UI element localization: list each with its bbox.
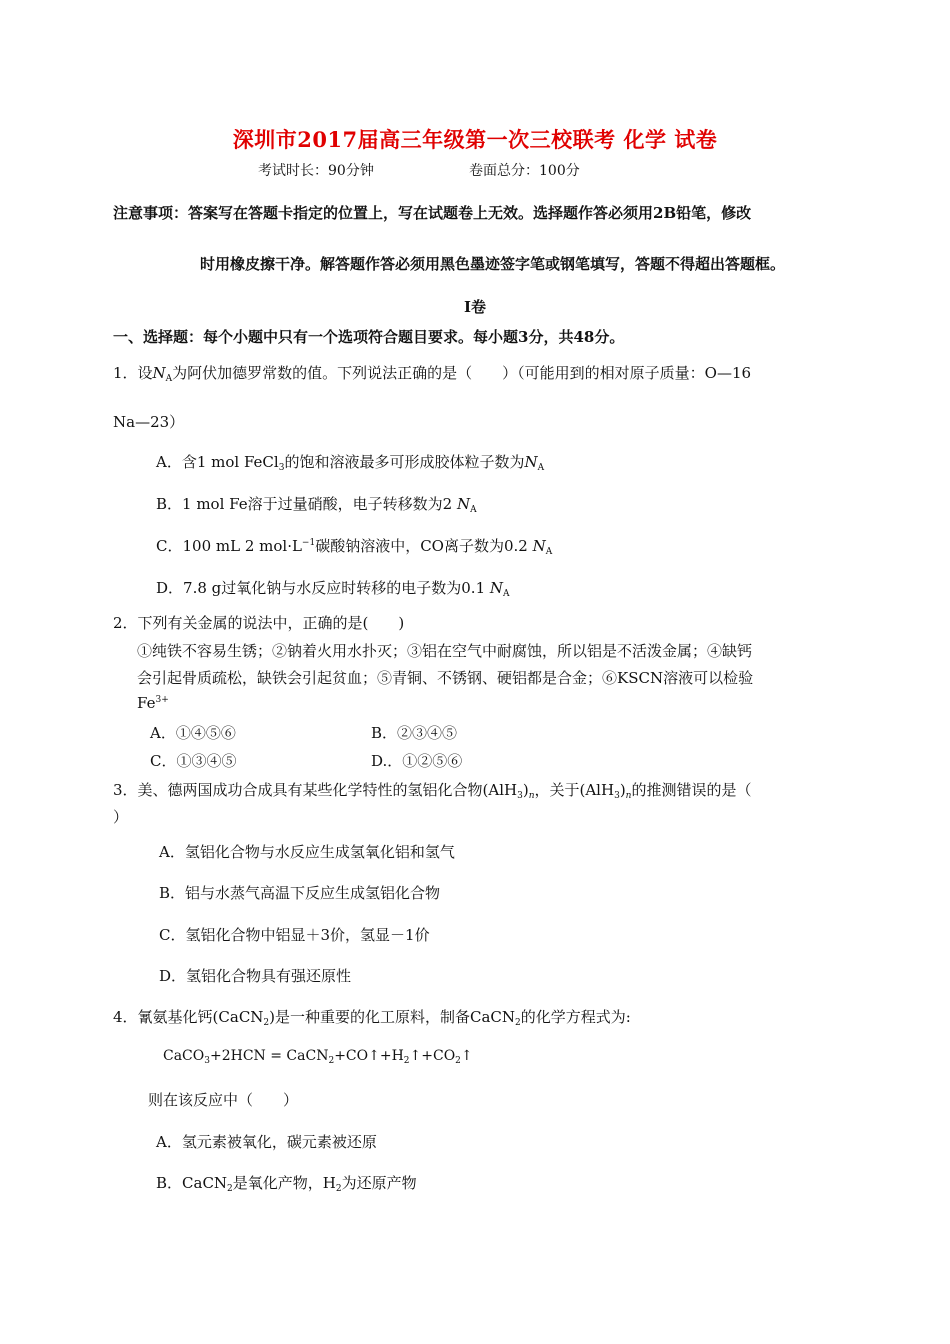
- q4-option-a: A．氢元素被氧化，碳元素被还原: [156, 1133, 377, 1151]
- q3-option-a: A．氢铝化合物与水反应生成氢氧化铝和氢气: [159, 843, 455, 861]
- q3-option-d: D．氢铝化合物具有强还原性: [159, 967, 352, 985]
- section-heading: 一、选择题：每个小题中只有一个选项符合题目要求。每小题3分，共48分。: [113, 328, 625, 346]
- q4-question: 则在该反应中（ ）: [148, 1091, 299, 1109]
- q1-stem-continued: Na—23）: [113, 413, 185, 431]
- q3-option-b: B．铝与水蒸气高温下反应生成氢铝化合物: [159, 884, 441, 902]
- q1-option-c: C．100 mL 2 $mol\cdot L^{-1}$碳酸钠溶液中，CO离子数为0.2 $N_A$: [156, 537, 553, 557]
- q1-option-d: D．7.8 g过氧化钠与水反应时转移的电子数为0.1 $N_A$: [156, 579, 510, 599]
- q1-option-b: B．1 mol Fe溶于过量硝酸，电子转移数为2 $N_A$: [156, 495, 477, 515]
- q3-stem: 3．美、德两国成功合成具有某些化学特性的氢铝化合物$(AlH_3)_n$，关于$(AlH_3)_n$的推测错误的是（: [113, 781, 752, 801]
- exam-duration: 考试时长：90分钟: [258, 163, 374, 179]
- notice-line-2: 时用橡皮擦干净。解答题作答必须用黑色墨迹签字笔或钢笔填写，答题不得超出答题框。: [200, 255, 786, 273]
- notice-line-1: 注意事项：答案写在答题卡指定的位置上，写在试题卷上无效。选择题作答必须用2B铅笔，修改: [113, 204, 752, 222]
- exam-total-score: 卷面总分：100分: [469, 163, 580, 179]
- q4-option-b: B．CaCN$_2$是氧化产物，$H_2$为还原产物: [156, 1174, 417, 1194]
- q3-option-c: C．氢铝化合物中铝显＋3价，氢显－1价: [159, 926, 430, 944]
- q1-option-a: A．含1 mol FeCl$_3$的饱和溶液最多可形成胶体粒子数为$N_A$: [156, 453, 545, 473]
- q3-stem-close: ）: [113, 808, 129, 826]
- q2-body-line-3: $Fe^{3+}$: [137, 694, 169, 712]
- q2-option-d: D.．①②⑤⑥: [371, 752, 463, 770]
- q2-option-b: B．②③④⑤: [371, 724, 458, 742]
- q4-stem: 4．氰氨基化钙(CaCN$_2$)是一种重要的化工原料，制备CaCN$_2$的化学方程式为:: [113, 1008, 631, 1028]
- q2-option-a: A．①④⑤⑥: [150, 724, 236, 742]
- q2-body-line-1: ①纯铁不容易生锈；②钠着火用水扑灭；③铝在空气中耐腐蚀，所以铝是不活泼金属；④缺钙: [137, 642, 753, 660]
- q2-body-line-2: 会引起骨质疏松，缺铁会引起贫血；⑤青铜、不锈钢、硬铝都是合金；⑥KSCN溶液可以检验: [137, 669, 754, 687]
- q2-option-c: C．①③④⑤: [150, 752, 237, 770]
- q2-stem: 2．下列有关金属的说法中，正确的是( ): [113, 614, 405, 632]
- q4-equation: CaCO$_3$+2HCN = $CaCN_2+CO↑+H_2↑+CO_2↑$: [163, 1048, 473, 1066]
- volume-heading: I卷: [463, 298, 487, 316]
- q1-stem: 1．设$N_A$为阿伏加德罗常数的值。下列说法正确的是（ ）（可能用到的相对原子质量：O—16: [113, 364, 752, 384]
- exam-title: 深圳市2017届高三年级第一次三校联考 化学 试卷: [232, 127, 718, 152]
